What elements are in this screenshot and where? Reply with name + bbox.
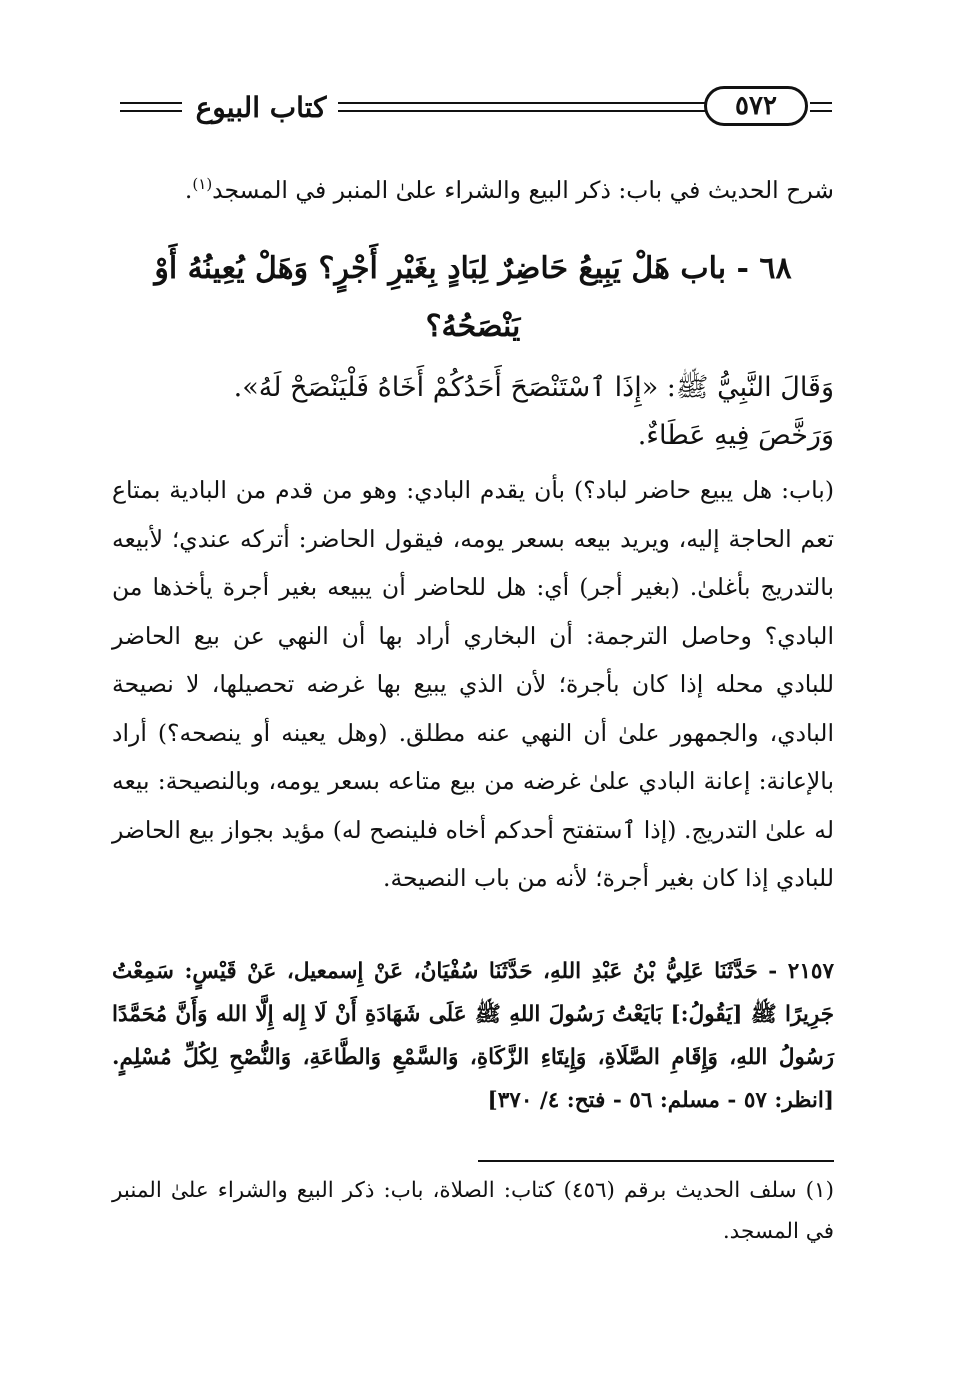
running-title: كتاب البيوع [195,91,327,124]
commentary-paragraph: (باب: هل يبيع حاضر لباد؟) بأن يقدم البادي: وهو من قدم من البادية بمتاع تعم الحاجة إليه، ويريد بيعه بسعر يومه، فيقول الحاضر: أتركه عندي؛ لأبيعه بالتدريج بأغلىٰ. (بغير أجر) أي: هل للحاضر أن يبيعه بغير أجرة يأخذها من البادي؟ وحاصل الترجمة: أن البخاري أراد بها أن النهي عن بيع الحاضر للبادي محله إذا كان بأجرة؛ لأن الذي يبيع بها غرضه تحصيلها، لا نصيحة البادي، والجمهور علىٰ أن النهي عنه مطلق. (وهل يعينه أو ينصحه؟) أراد بالإعانة: إعانة البادي علىٰ غرضه من بيع متاعه بسعر يومه، وبالنصيحة: بيعه له علىٰ التدريج. (إذا ٱستفتح أحدكم أخاه فلينصح له) مؤيد بجواز بيع الحاضر للبادي إذا كان بغير أجرة؛ لأنه من باب النصيحة. [112,476,834,892]
intro-text: شرح الحديث في باب: ذكر البيع والشراء علىٰ المنبر في المسجد [212,175,834,204]
intro-paragraph [112,160,834,214]
footnote-marker[interactable]: (١) [192,175,213,193]
quote-line-2: وَرَخَّصَ فِيهِ عَطَاءٌ. [637,420,834,451]
page-number: ٥٧٢ [704,86,808,126]
page-header [110,88,835,132]
chapter-heading: ٦٨ - باب هَلْ يَبِيعُ حَاضِرٌ لِبَادٍ بِغَيْرِ أَجْرٍ؟ وَهَلْ يُعِينُهُ أَوْ يَنْصَحُهُ؟ [154,251,792,344]
header-rule-left [120,102,182,112]
intro-end: . [184,175,193,204]
header-rule-right [810,102,832,112]
prophet-quote [112,364,834,460]
quote-line-1: وَقَالَ النَّبِيُّ ﷺ: «إِذَا ٱسْتَنْصَحَ أَحَدُكُمْ أَخَاهُ فَلْيَنْصَحْ لَهُ». [233,372,834,403]
footnote: (١) سلف الحديث برقم (٤٥٦) كتاب: الصلاة، باب: ذكر البيع والشراء علىٰ المنبر في المسجد. [112,1178,834,1244]
hadith-paragraph: ٢١٥٧ - حَدَّثَنَا عَلِيُّ بْنُ عَبْدِ اللهِ، حَدَّثَنَا سُفْيَانُ، عَنْ إِسمعيل، عَنْ قَيْسٍ: سَمِعْتُ جَرِيرًا ﷺ [يَقُولُ:] بَايَعْتُ رَسُولَ اللهِ ﷺ عَلَى شَهَادَةِ أَنْ لَا إِله إِلَّا الله وَأَنَّ مُحَمَّدًا رَسُولُ اللهِ، وَإِقَامِ الصَّلَاةِ، وَإِيتَاءِ الزَّكَاةِ، وَالسَّمْعِ وَالطَّاعَةِ، وَالنُّصْحِ لِكُلِّ مُسْلِمٍ. [انظر: ٥٧ - مسلم: ٥٦ - فتح: ٤/ ٣٧٠] [112,959,834,1113]
footnote-separator [478,1160,834,1162]
